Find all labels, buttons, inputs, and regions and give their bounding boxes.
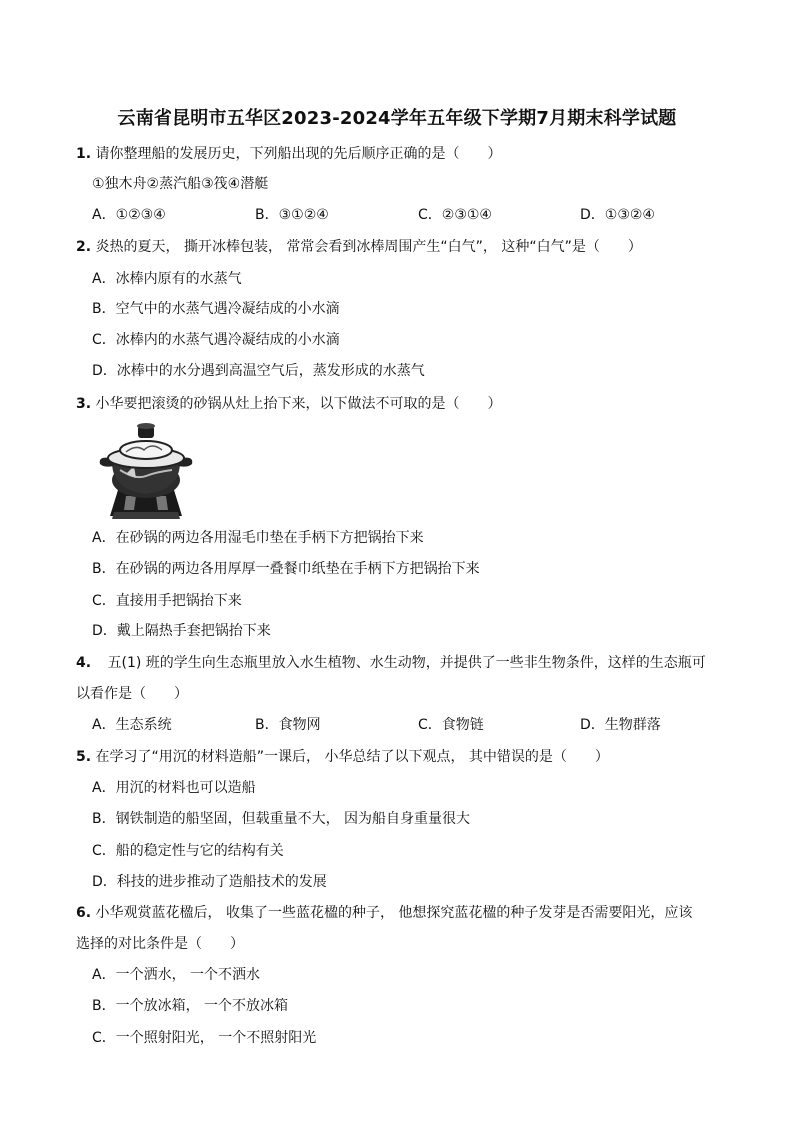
option-c: C．冰棒内的水蒸气遇冷凝结成的小水滴 xyxy=(92,332,340,348)
option-b: B．在砂锅的两边各用厚厚一叠餐巾纸垫在手柄下方把锅抬下来 xyxy=(92,561,480,577)
question-number: 5. xyxy=(76,749,92,765)
option-b: B．食物网 xyxy=(255,717,321,733)
question-6-stem xyxy=(76,904,692,922)
question-text: 炎热的夏天， 撕开冰棒包装， 常常会看到冰棒周围产生“白气”， 这种“白气”是（ ） xyxy=(95,239,642,255)
question-6-stem-cont: 选择的对比条件是（ ） xyxy=(76,936,244,952)
question-text: 小华要把滚烫的砂锅从灶上抬下来，以下做法不可取的是（ ） xyxy=(95,396,502,412)
option-b: B．③①②④ xyxy=(255,207,329,223)
option-b: B．一个放冰箱， 一个不放冰箱 xyxy=(92,998,289,1014)
option-d: D．冰棒中的水分遇到高温空气后，蒸发形成的水蒸气 xyxy=(92,363,425,379)
option-d: D．科技的进步推动了造船技术的发展 xyxy=(92,874,327,890)
question-text: 小华观赏蓝花楹后， 收集了一些蓝花楹的种子， 他想探究蓝花楹的种子发芽是否需要阳光，应该 xyxy=(95,905,693,921)
option-d: D．生物群落 xyxy=(580,717,661,733)
question-number: 3. xyxy=(76,396,92,412)
option-c: C．直接用手把锅抬下来 xyxy=(92,593,242,609)
question-1-stem xyxy=(76,145,502,163)
option-d: D．戴上隔热手套把锅抬下来 xyxy=(92,623,271,639)
option-c: C．一个照射阳光， 一个不照射阳光 xyxy=(92,1030,317,1046)
question-number: 2. xyxy=(76,239,92,255)
option-a: A．生态系统 xyxy=(92,717,172,733)
question-number: 4. xyxy=(76,655,92,671)
question-2-stem xyxy=(76,238,642,256)
option-a: A．冰棒内原有的水蒸气 xyxy=(92,271,242,287)
page-title: 云南省昆明市五华区2023-2024学年五年级下学期7月期末科学试题 xyxy=(117,108,677,129)
option-c: C．②③①④ xyxy=(418,207,492,223)
question-text: 在学习了“用沉的材料造船”一课后， 小华总结了以下观点， 其中错误的是（ ） xyxy=(95,749,609,765)
option-b: B．钢铁制造的船坚固，但载重量不大， 因为船自身重量很大 xyxy=(92,811,471,827)
question-number: 1. xyxy=(76,146,92,162)
question-4-stem xyxy=(76,654,706,672)
option-d: D．①③②④ xyxy=(580,207,655,223)
option-a: A．在砂锅的两边各用湿毛巾垫在手柄下方把锅抬下来 xyxy=(92,530,424,546)
option-c: C．船的稳定性与它的结构有关 xyxy=(92,843,284,859)
option-c: C．食物链 xyxy=(418,717,484,733)
option-a: A．一个洒水， 一个不洒水 xyxy=(92,967,261,983)
option-a: A．①②③④ xyxy=(92,207,166,223)
question-1-sub: ①独木舟②蒸汽船③筏④潜艇 xyxy=(92,176,269,192)
question-text: 五(1) 班的学生向生态瓶里放入水生植物、水生动物，并提供了一些非生物条件，这样的生态瓶可 xyxy=(107,655,706,671)
question-number: 6. xyxy=(76,905,92,921)
question-4-stem-cont: 以看作是（ ） xyxy=(76,686,188,702)
question-text: 请你整理船的发展历史，下列船出现的先后顺序正确的是（ ） xyxy=(95,146,502,162)
option-b: B．空气中的水蒸气遇冷凝结成的小水滴 xyxy=(92,301,340,317)
clay-pot-icon xyxy=(96,420,196,522)
question-3-stem xyxy=(76,395,502,413)
question-5-stem xyxy=(76,748,609,766)
option-a: A．用沉的材料也可以造船 xyxy=(92,780,256,796)
